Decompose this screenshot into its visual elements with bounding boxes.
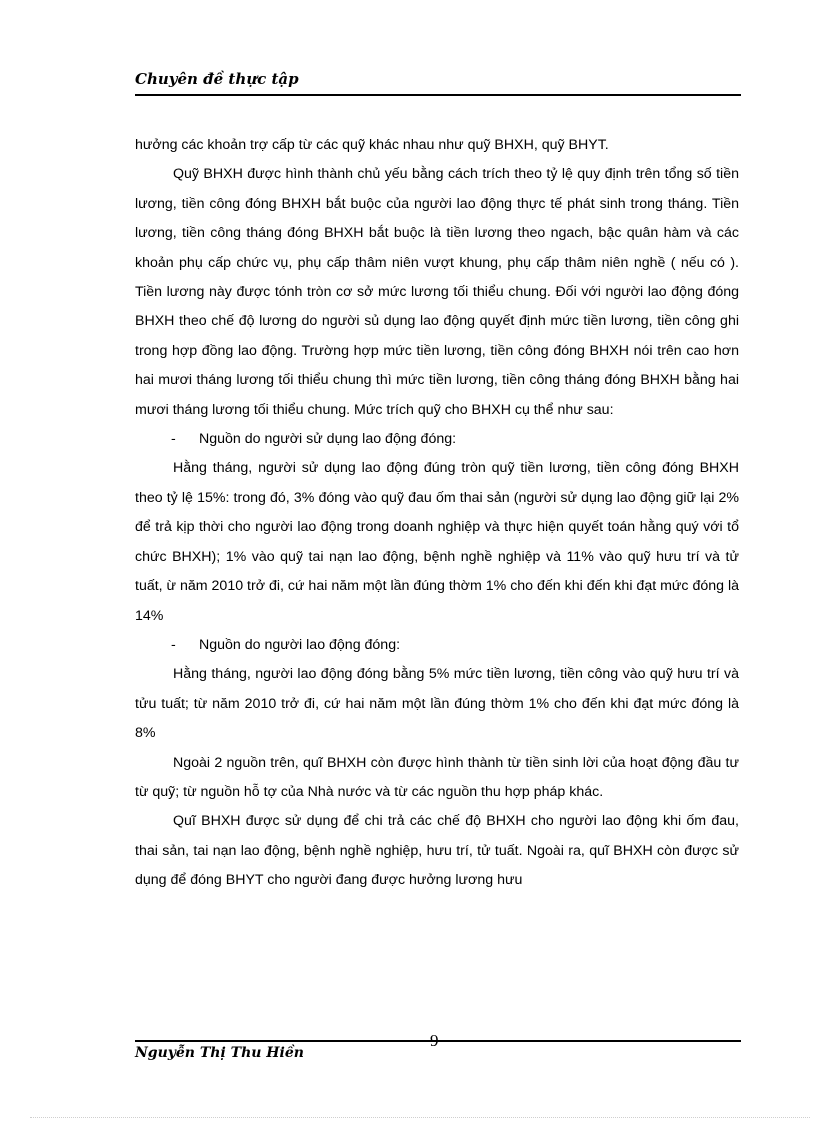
bullet-text: Nguồn do người sử dụng lao động đóng: [199, 431, 457, 448]
footer-author: Nguyễn Thị Thu Hiền [135, 1045, 304, 1061]
paragraph-3: Hằng tháng, người sử dụng lao động đúng tròn quỹ tiền lương, tiền công đóng BHXH theo tỷ lệ 15%: trong đó, 3% đóng vào quỹ đau ốm thai sản (người sử dụng lao động giữ lại 2% để trả kịp thời cho người lao động trong doanh nghiệp và thực hiện quyết toán hằng quý với tổ chức BHXH); 1% vào quỹ tai nạn lao động, bệnh nghề nghiệp và 11% vào quỹ hưu trí và tử tuất, ừ năm 2010 trở đi, cứ hai năm một lần đúng thờm 1% cho đến khi đến khi đạt mức đóng là 14% [135, 460, 739, 624]
page-number: 9 [430, 1031, 439, 1050]
paragraph-4: Hằng tháng, người lao động đóng bằng 5% mức tiền lương, tiền công vào quỹ hưu trí và tửu tuất; từ năm 2010 trở đi, cứ hai năm một lần đúng thờm 1% cho đến khi đạt mức đóng là 8% [135, 666, 739, 742]
bullet-text: Nguồn do người lao động đóng: [199, 636, 401, 653]
page-edge-divider [30, 1117, 810, 1118]
bullet-mark: - [171, 636, 176, 653]
header-title: Chuyên đề thực tập [135, 70, 299, 88]
paragraph-1: hưởng các khoản trợ cấp từ các quỹ khác nhau như quỹ BHXH, quỹ BHYT. [135, 137, 609, 153]
page-header [135, 70, 741, 96]
paragraph-5: Ngoài 2 nguồn trên, quĩ BHXH còn được hình thành từ tiền sinh lời của hoạt động đầu tư từ quỹ; từ nguồn hỗ tợ của Nhà nước và từ các nguồn thu hợp pháp khác. [135, 754, 739, 800]
page-footer [135, 1031, 741, 1066]
bullet-employee-source [135, 631, 739, 660]
paragraph-6: Quĩ BHXH được sử dụng để chi trả các chế độ BHXH cho người lao động khi ốm đau, thai sản, tai nạn lao động, bệnh nghề nghiệp, hưu trí, tử tuất. Ngoài ra, quĩ BHXH còn được sử dụng để đóng BHYT cho người đang được hưởng lương hưu [135, 813, 739, 889]
body-text [135, 131, 739, 896]
bullet-employer-source [135, 425, 739, 454]
paragraph-2: Quỹ BHXH được hình thành chủ yếu bằng cách trích theo tỷ lệ quy định trên tổng số tiền lương, tiền công đóng BHXH bắt buộc của người lao động thực tế phát sinh trong tháng. Tiền lương, tiền công tháng đóng BHXH bắt buộc là tiền lương theo ngach, bậc quân hàm và các khoản phụ cấp chức vụ, phụ cấp thâm niên vượt khung, phụ cấp thâm niên nghề ( nếu có ). Tiền lương này được tónh tròn cơ sở mức lương tối thiểu chung. Đối với người lao động đóng BHXH theo chế độ lương do người sủ dụng lao động quyết định mức tiền lương, tiền công ghi trong hợp đồng lao động. Trường hợp mức tiền lương, tiền công đóng BHXH nói trên cao hơn hai mươi tháng lương tối thiểu chung thì mức tiền lương, tiền công tháng đóng BHXH bằng hai mươi tháng lương tối thiểu chung. Mức trích quỹ cho BHXH cụ thể như sau: [135, 166, 739, 418]
bullet-mark: - [171, 431, 176, 448]
